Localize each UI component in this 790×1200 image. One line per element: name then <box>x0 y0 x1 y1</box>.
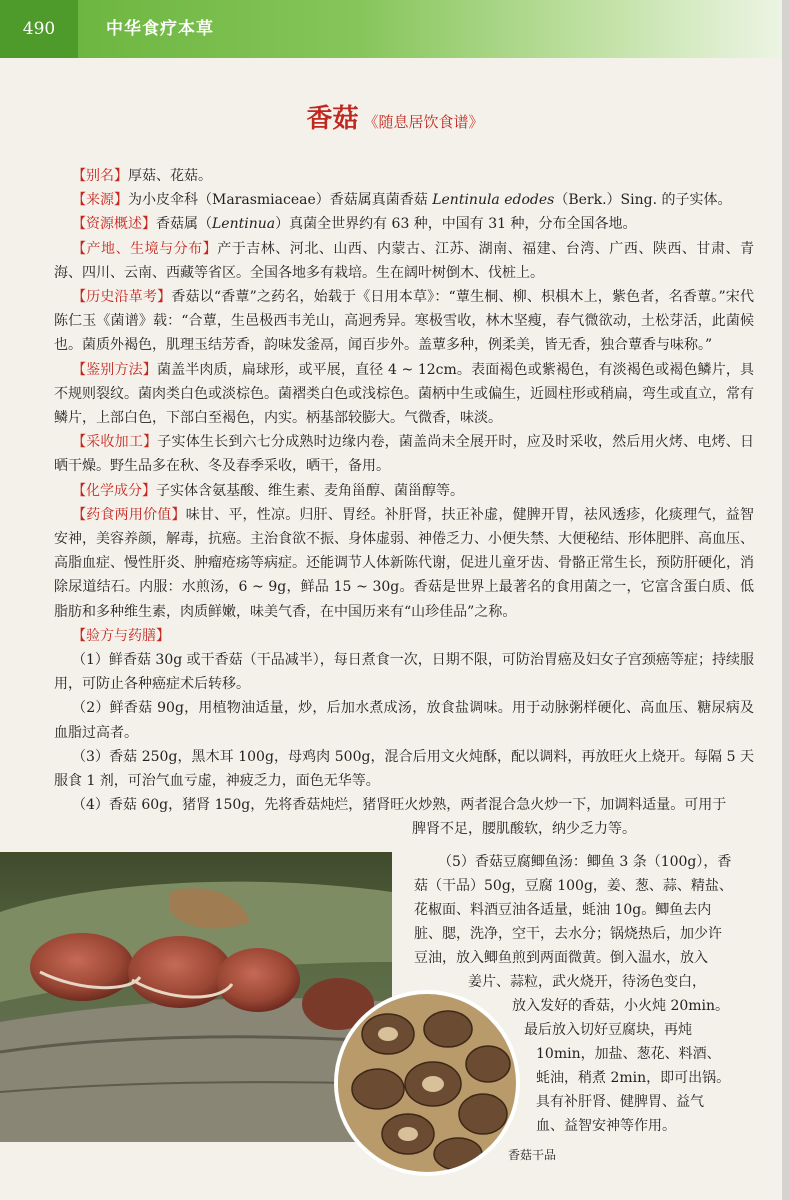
resource-latin: Lentinua <box>212 216 276 233</box>
value-paragraph <box>54 503 754 624</box>
recipe-5-line: 豆油，放入鲫鱼煎到两面微黄。倒入温水，放入 <box>414 950 708 966</box>
alias-text: 厚菇、花菇。 <box>128 168 212 184</box>
recipe-5-line: 花椒面、料酒豆油各适量，蚝油 10g。鲫鱼去内 <box>414 902 712 918</box>
resource-paragraph <box>54 212 754 236</box>
recipe-5-line: 蚝油，稍煮 2min，即可出锅。 <box>536 1070 731 1086</box>
value-text: 味甘、平，性凉。归肝、胃经。补肝肾，扶正补虚，健脾开胃，祛风透疹，化痰理气，益智安神，美容养颜，解毒，抗癌。主治食欲不振、身体虚弱、神倦乏力、小便失禁、大便秘结、形体肥胖、高血压、高脂血症、慢性肝炎、肿瘤疮疡等病症。还能调节人体新陈代谢，促进儿童牙齿、骨骼正常生长，预防肝硬化，消除尿道结石。内服：水煎汤，6 ~ 9g，鲜品 15 ~ 30g。香菇是世界上最著名的食用菌之一，它富含蛋白质、低脂肪和多种维生素，肉质鲜嫩，味美气香，在中国历来有“山珍佳品”之称。 <box>54 506 754 620</box>
recipe-5-line: 血、益智安神等作用。 <box>536 1118 676 1134</box>
page-number: 490 <box>0 0 78 58</box>
recipe-2: （2）鲜香菇 90g，用植物油适量，炒，后加水煮成汤，放食盐调味。用于动脉粥样硬化、高血压、糖尿病及血脂过高者。 <box>54 700 754 741</box>
entry-title <box>0 98 790 135</box>
recipe-5-line: 10min，加盐、葱花、料酒、 <box>536 1046 721 1062</box>
page-edge <box>782 0 790 1200</box>
value-label: 【药食两用价值】 <box>72 506 186 523</box>
source-latin: Lentinula edodes <box>432 192 555 209</box>
source-text-2: （Berk.）Sing. 的子实体。 <box>554 192 732 209</box>
identify-paragraph <box>54 358 754 431</box>
dried-shiitake-photo <box>334 990 520 1176</box>
recipe-5-line: 最后放入切好豆腐块，再炖 <box>524 1022 692 1038</box>
alias-paragraph <box>54 164 754 188</box>
chem-paragraph <box>54 479 754 503</box>
identify-label: 【鉴别方法】 <box>72 361 157 378</box>
process-label: 【采收加工】 <box>72 434 158 451</box>
origin-text: 产于吉林、河北、山西、内蒙古、江苏、湖南、福建、台湾、广西、陕西、甘肃、青海、四川、云南、西藏等省区。全国各地多有栽培。生在阔叶树倒木、伐桩上。 <box>54 240 754 281</box>
book-title: 中华食疗本草 <box>106 19 214 39</box>
history-paragraph <box>54 285 754 358</box>
recipe-5-line: 脏、腮，洗净，空干，去水分；锅烧热后，加少许 <box>414 926 722 942</box>
recipe-5-line: 菇（干品）50g，豆腐 100g，姜、葱、蒜、精盐、 <box>414 878 733 894</box>
recipe-5-line: （5）香菇豆腐鲫鱼汤：鲫鱼 3 条（100g），香 <box>438 854 732 870</box>
recipe-label: 【验方与药膳】 <box>72 627 170 644</box>
mushroom-photo <box>0 852 392 1142</box>
chem-label: 【化学成分】 <box>72 482 156 499</box>
recipe-3: （3）香菇 250g，黑木耳 100g，母鸡肉 500g，混合后用文火炖酥，配以调料，再放旺火上烧开。每隔 5 天服食 1 剂，可治气血亏虚，神疲乏力，面色无华等。 <box>54 748 754 790</box>
alias-label: 【别名】 <box>72 168 128 184</box>
resource-text: 香菇属（ <box>156 216 212 233</box>
resource-text-2: ）真菌全世界约有 63 种，中国有 31 种，分布全国各地。 <box>275 216 637 233</box>
history-text: 香菇以“香蕈”之药名，始载于《日用本草》：“蕈生桐、柳、枳椇木上，紫色者，名香蕈。”宋代陈仁玉《菌谱》载：“合蕈，生邑极西韦羌山，高迥秀异。寒极雪收，林木坚瘦，春气微欲动，土松芽活，此菌候也。菌质外褐色，肌理玉结芳香，韵味发釜鬲，闻百步外。盖蕈多种，例柔美，皆无香，独合蕈香与味称。” <box>54 289 754 354</box>
recipe-4: （4）香菇 60g，猪肾 150g，先将香菇炖烂，猪肾旺火炒熟，两者混合急火炒一下，加调料适量。可用于 <box>72 797 727 814</box>
entry-body <box>54 164 754 842</box>
photo-caption: 香菇干品 <box>508 1148 557 1162</box>
page-header <box>0 0 790 58</box>
source-paragraph <box>54 188 754 212</box>
chem-text: 子实体含氨基酸、维生素、麦角甾醇、菌甾醇等。 <box>156 482 464 499</box>
process-paragraph <box>54 430 754 478</box>
recipe-1: （1）鲜香菇 30g 或干香菇（干品减半），每日煮食一次，日期不限，可防治胃癌及妇女子宫颈癌等症；持续服用，可防止各种癌症术后转移。 <box>54 652 754 693</box>
recipe-5-line: 姜片、蒜粒，武火烧开，待汤色变白， <box>468 974 706 990</box>
recipe-5-line: 放入发好的香菇，小火炖 20min。 <box>512 998 730 1014</box>
identify-text: 菌盖半肉质，扁球形，或平展，直径 4 ~ 12cm。表面褐色或紫褐色，有淡褐色或褐色鳞片，具不规则裂纹。菌肉类白色或淡棕色。菌褶类白色或浅棕色。菌柄中生或偏生，近圆柱形或稍扁，弯生或直立，常有鳞片，上部白色，下部白至褐色，内实。柄基部较膨大。气微香，味淡。 <box>54 361 755 427</box>
recipe-5-line: 具有补肝肾、健脾胃、益气 <box>536 1094 704 1110</box>
source-text: 为小皮伞科（Marasmiaceae）香菇属真菌香菇 <box>128 192 433 209</box>
history-label: 【历史沿革考】 <box>72 289 172 306</box>
resource-label: 【资源概述】 <box>72 216 156 233</box>
source-label: 【来源】 <box>72 192 128 209</box>
recipe-heading <box>54 624 754 648</box>
process-text: 子实体生长到六七分成熟时边缘内卷，菌盖尚未全展开时，应及时采收，然后用火烤、电烤、日晒干燥。野生品多在秋、冬及春季采收，晒干，备用。 <box>54 434 755 475</box>
entry-name: 香菇 <box>306 104 359 134</box>
entry-source: 《随息居饮食谱》 <box>363 113 484 131</box>
origin-paragraph <box>54 237 754 285</box>
recipe-4-cont: 脾肾不足，腰肌酸软，纳少乏力等。 <box>412 821 636 838</box>
origin-label: 【产地、生境与分布】 <box>72 240 218 257</box>
